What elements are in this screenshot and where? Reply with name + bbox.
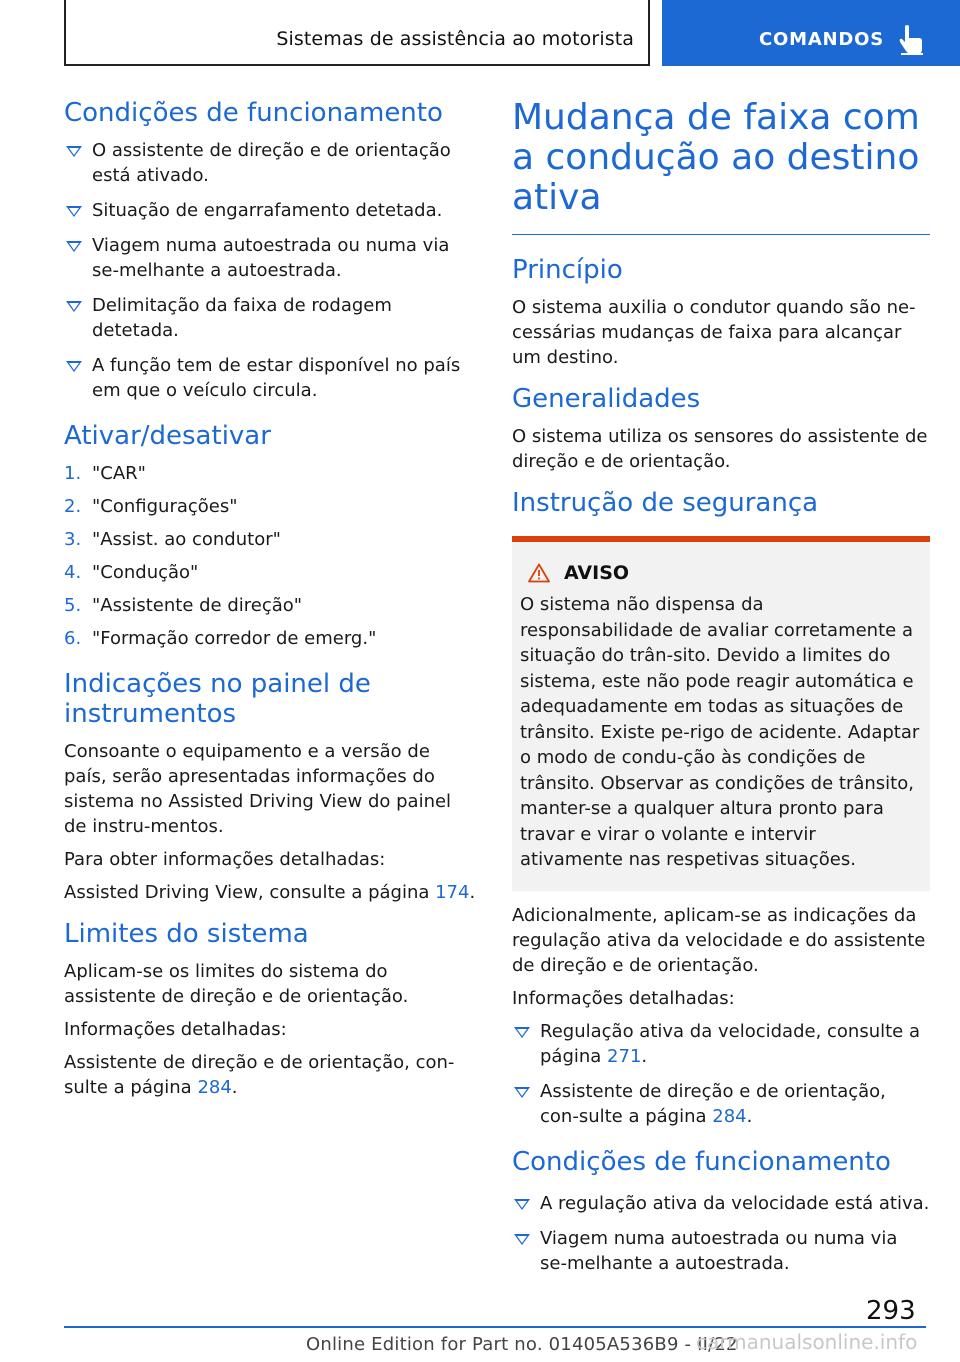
list-item-end: . xyxy=(746,1105,753,1127)
list-item xyxy=(64,138,478,188)
section-title-principle: Princípio xyxy=(512,255,623,285)
bullet-triangle-icon xyxy=(514,1087,530,1098)
section-title-safety: Instrução de segurança xyxy=(512,488,819,518)
warning-box xyxy=(512,536,930,891)
step-number: 3. xyxy=(64,529,82,550)
page-number: 293 xyxy=(866,1296,916,1326)
list-item-text: Situação de engarrafamento detetada. xyxy=(92,200,443,221)
list-item-text: Regulação ativa da velocidade, consulte a página xyxy=(540,1020,920,1067)
step-number: 6. xyxy=(64,628,82,649)
list-item xyxy=(512,1226,930,1276)
step-item xyxy=(64,494,478,519)
list-item xyxy=(64,293,478,343)
list-item xyxy=(512,1019,930,1069)
conditions-list-right xyxy=(512,1191,930,1276)
page-link-284[interactable]: 284 xyxy=(712,1105,747,1127)
step-number: 2. xyxy=(64,496,82,517)
warning-header xyxy=(520,562,920,584)
details-list xyxy=(512,1019,930,1129)
list-item xyxy=(64,198,478,223)
footer-divider xyxy=(64,1326,926,1328)
step-text: "Configurações" xyxy=(92,496,238,517)
list-item-text: Viagem numa autoestrada ou numa via se-melhante a autoestrada. xyxy=(92,235,450,281)
left-column xyxy=(64,98,478,1108)
conditions-list xyxy=(64,138,478,403)
paragraph-with-link xyxy=(64,880,478,905)
list-item xyxy=(512,1191,930,1216)
list-item-text: Delimitação da faixa de rodagem detetada. xyxy=(92,295,392,341)
paragraph: Informações detalhadas: xyxy=(64,1019,287,1040)
bullet-triangle-icon xyxy=(66,301,82,312)
bullet-triangle-icon xyxy=(514,1234,530,1245)
step-text: "Assist. ao condutor" xyxy=(92,529,281,550)
list-item-end: . xyxy=(641,1045,648,1067)
list-item-text: A função tem de estar disponível no país em que o veículo circula. xyxy=(92,355,461,401)
paragraph: Adicionalmente, aplicam-se as indicações da regulação ativa da velocidade e do assistente de direção e de orientação. xyxy=(512,904,926,976)
paragraph-end: . xyxy=(469,882,476,903)
step-item xyxy=(64,593,478,618)
step-text: "CAR" xyxy=(92,463,146,484)
paragraph-with-link xyxy=(64,1050,478,1100)
list-item xyxy=(64,353,478,403)
section-title-limits: Limites do sistema xyxy=(64,919,309,949)
paragraph: O sistema auxilia o condutor quando são ne-cessárias mudanças de faixa para alcançar um destino. xyxy=(512,297,916,368)
section-title-general: Generalidades xyxy=(512,384,701,414)
list-item xyxy=(64,233,478,283)
paragraph-end: . xyxy=(231,1077,238,1098)
paragraph: Consoante o equipamento e a versão de país, serão apresentadas informações do sistema no Assisted Driving View do painel de instru-mentos. xyxy=(64,741,452,837)
section-title-conditions: Condições de funcionamento xyxy=(64,98,443,128)
header-tab-label: COMANDOS xyxy=(759,29,885,50)
paragraph: O sistema utiliza os sensores do assistente de direção e de orientação. xyxy=(512,426,928,472)
bullet-triangle-icon xyxy=(514,1027,530,1038)
bullet-triangle-icon xyxy=(66,146,82,157)
list-item-text: Assistente de direção e de orientação, con-sulte a página xyxy=(540,1080,886,1127)
header-section-box xyxy=(64,0,650,66)
paragraph: Informações detalhadas: xyxy=(512,987,735,1009)
warning-triangle-icon xyxy=(528,563,550,583)
page-link-174[interactable]: 174 xyxy=(435,882,470,903)
paragraph-text: Assistente de direção e de orientação, con-sulte a página xyxy=(64,1052,455,1098)
list-item-text: Viagem numa autoestrada ou numa via se-melhante a autoestrada. xyxy=(540,1227,898,1274)
warning-title: AVISO xyxy=(564,562,630,584)
step-number: 4. xyxy=(64,562,82,583)
section-title-indications: Indicações no painel de instrumentos xyxy=(64,669,371,729)
right-column xyxy=(512,98,930,1294)
hand-pointer-icon xyxy=(898,24,924,56)
page-link-284[interactable]: 284 xyxy=(197,1077,232,1098)
warning-text: O sistema não dispensa da responsabilidade de avaliar corretamente a situação do trân-sito. Devido a limites do sistema, este não pode reagir automática e adequadamente em todas as situações de trânsito. Existe pe-rigo de acidente. Adaptar o modo de condu-ção às condições de trânsito. Observar as condições de trânsito, manter-se a qualquer altura pronto para travar e virar o volante e intervir ativamente nas respetivas situações. xyxy=(520,594,920,870)
bullet-triangle-icon xyxy=(514,1199,530,1210)
list-item-text: O assistente de direção e de orientação está ativado. xyxy=(92,140,451,186)
section-title-activate: Ativar/desativar xyxy=(64,421,271,451)
step-item xyxy=(64,626,478,651)
section-title-conditions-right: Condições de funcionamento xyxy=(512,1146,891,1177)
watermark: carmanualsonline.info xyxy=(696,1330,918,1354)
list-item xyxy=(512,1079,930,1129)
step-number: 1. xyxy=(64,463,82,484)
step-text: "Formação corredor de emerg." xyxy=(92,628,377,649)
step-item xyxy=(64,560,478,585)
list-item-text: A regulação ativa da velocidade está ativa. xyxy=(540,1192,930,1214)
step-item xyxy=(64,461,478,486)
step-text: "Assistente de direção" xyxy=(92,595,303,616)
step-number: 5. xyxy=(64,595,82,616)
main-section-title: Mudança de faixa com a condução ao destino ativa xyxy=(512,98,930,235)
header-section-title: Sistemas de assistência ao motorista xyxy=(276,28,634,50)
step-text: "Condução" xyxy=(92,562,199,583)
paragraph-text: Assisted Driving View, consulte a página xyxy=(64,882,436,903)
bullet-triangle-icon xyxy=(66,206,82,217)
bullet-triangle-icon xyxy=(66,361,82,372)
footer-edition: Online Edition for Part no. 01405A536B9 - II/22 xyxy=(306,1334,738,1355)
bullet-triangle-icon xyxy=(66,241,82,252)
paragraph: Aplicam-se os limites do sistema do assistente de direção e de orientação. xyxy=(64,961,409,1007)
step-item xyxy=(64,527,478,552)
activate-steps xyxy=(64,461,478,651)
header-tab-comandos[interactable] xyxy=(662,0,960,66)
page-link-271[interactable]: 271 xyxy=(607,1045,642,1067)
paragraph: Para obter informações detalhadas: xyxy=(64,849,386,870)
